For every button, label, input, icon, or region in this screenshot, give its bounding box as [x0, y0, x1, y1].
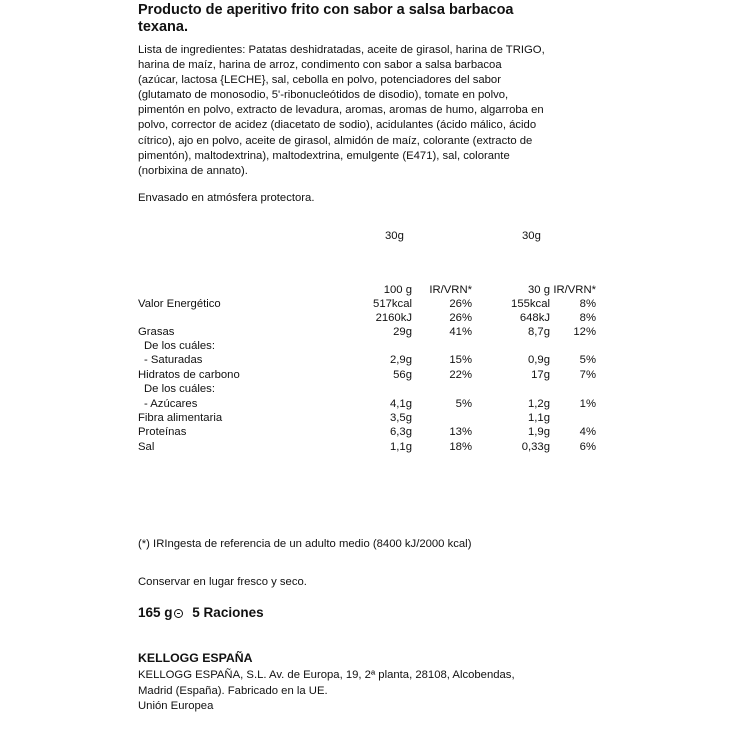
- serving-heading-1: 30g: [385, 230, 404, 242]
- estimated-sign-icon: [174, 609, 183, 618]
- column-header-ir-30g: IR/VRN*: [553, 284, 596, 296]
- ingredients-line: (azúcar, lactosa {LECHE}, sal, cebolla en polvo, potenciadores del sabor: [138, 74, 501, 87]
- ir-per-100g: 26%: [449, 298, 472, 310]
- nutrient-label: Fibra alimentaria: [138, 412, 223, 424]
- value-per-30g: 0,33g: [521, 441, 550, 453]
- ir-per-30g: 12%: [573, 326, 596, 338]
- value-per-30g: 648kJ: [519, 312, 550, 324]
- value-per-100g: 2,9g: [390, 354, 412, 366]
- ir-footnote: (*) IRIngesta de referencia de un adulto medio (8400 kJ/2000 kcal): [138, 538, 472, 550]
- ingredients-line: cítrico), ajo en polvo, aceite de girasol, almidón de maíz, colorante (extracto de: [138, 134, 533, 147]
- ir-per-100g: 5%: [455, 398, 472, 410]
- company-name: KELLOGG ESPAÑA: [138, 651, 253, 665]
- servings: 5 Raciones: [192, 605, 264, 620]
- value-per-100g: 2160kJ: [375, 312, 412, 324]
- origin: Unión Europea: [138, 700, 214, 712]
- net-weight-line: [138, 605, 264, 620]
- ingredients-line: Lista de ingredientes: Patatas deshidratadas, aceite de girasol, harina de TRIGO,: [138, 44, 545, 56]
- product-title-line-1: Producto de aperitivo frito con sabor a salsa barbacoa: [138, 2, 514, 18]
- ir-per-30g: 7%: [579, 369, 596, 381]
- value-per-100g: 56g: [393, 369, 412, 381]
- value-per-100g: 29g: [393, 326, 412, 338]
- ir-per-100g: 26%: [449, 312, 472, 324]
- nutrient-sublabel: De los cuáles:: [144, 340, 215, 352]
- column-header-100g: 100 g: [383, 284, 412, 296]
- nutrient-sublabel: De los cuáles:: [144, 383, 215, 395]
- value-per-100g: 4,1g: [390, 398, 412, 410]
- ir-per-30g: 4%: [579, 426, 596, 438]
- ir-per-30g: 6%: [579, 441, 596, 453]
- nutrient-label: Grasas: [138, 326, 175, 338]
- ir-per-100g: 18%: [449, 441, 472, 453]
- ingredients-line: harina de maíz, harina de arroz, condimento con sabor a salsa barbacoa: [138, 59, 502, 72]
- nutrient-label: Valor Energético: [138, 298, 221, 310]
- company-address-line-1: KELLOGG ESPAÑA, S.L. Av. de Europa, 19, 2ª planta, 28108, Alcobendas,: [138, 669, 515, 681]
- product-title-line-2: texana.: [138, 19, 188, 35]
- value-per-30g: 17g: [531, 369, 550, 381]
- storage-note: Conservar en lugar fresco y seco.: [138, 576, 307, 588]
- ir-per-30g: 5%: [579, 354, 596, 366]
- ingredients-line: (norbixina de annato).: [138, 164, 248, 177]
- value-per-100g: 1,1g: [390, 441, 412, 453]
- ingredients-line: pimentón en polvo, extracto de levadura, aromas, aromas de humo, algarroba en: [138, 104, 544, 117]
- value-per-30g: 1,9g: [528, 426, 550, 438]
- value-per-30g: 155kcal: [511, 298, 550, 310]
- value-per-100g: 3,5g: [390, 412, 412, 424]
- nutrient-label: Hidratos de carbono: [138, 369, 240, 381]
- value-per-30g: 1,2g: [528, 398, 550, 410]
- value-per-100g: 6,3g: [390, 426, 412, 438]
- value-per-30g: 1,1g: [528, 412, 550, 424]
- ir-per-30g: 8%: [579, 298, 596, 310]
- nutrient-label: Sal: [138, 441, 155, 453]
- serving-heading-2: 30g: [522, 230, 541, 242]
- ir-per-100g: 41%: [449, 326, 472, 338]
- value-per-100g: 517kcal: [373, 298, 412, 310]
- value-per-30g: 0,9g: [528, 354, 550, 366]
- company-address-line-2: Madrid (España). Fabricado en la UE.: [138, 685, 328, 697]
- column-header-30g: 30 g: [528, 284, 550, 296]
- ir-per-100g: 13%: [449, 426, 472, 438]
- ir-per-30g: 8%: [579, 312, 596, 324]
- ingredients-line: pimentón), maltodextrina), maltodextrina, emulgente (E471), sal, colorante: [138, 149, 510, 162]
- ingredients-line: (glutamato de monosodio, 5'-ribonucleótidos de disodio), tomate en polvo,: [138, 89, 509, 102]
- ir-per-30g: 1%: [579, 398, 596, 410]
- nutrient-label: - Saturadas: [144, 354, 203, 366]
- value-per-30g: 8,7g: [528, 326, 550, 338]
- ir-per-100g: 15%: [449, 354, 472, 366]
- ir-per-100g: 22%: [449, 369, 472, 381]
- net-weight: 165 g: [138, 605, 173, 620]
- ingredients-line: polvo, corrector de acidez (diacetato de sodio), acidulantes (ácido málico, ácido: [138, 119, 537, 132]
- column-header-ir-100g: IR/VRN*: [429, 284, 472, 296]
- packaging-note: Envasado en atmósfera protectora.: [138, 192, 315, 204]
- nutrient-label: Proteínas: [138, 426, 187, 438]
- nutrient-label: - Azúcares: [144, 398, 198, 410]
